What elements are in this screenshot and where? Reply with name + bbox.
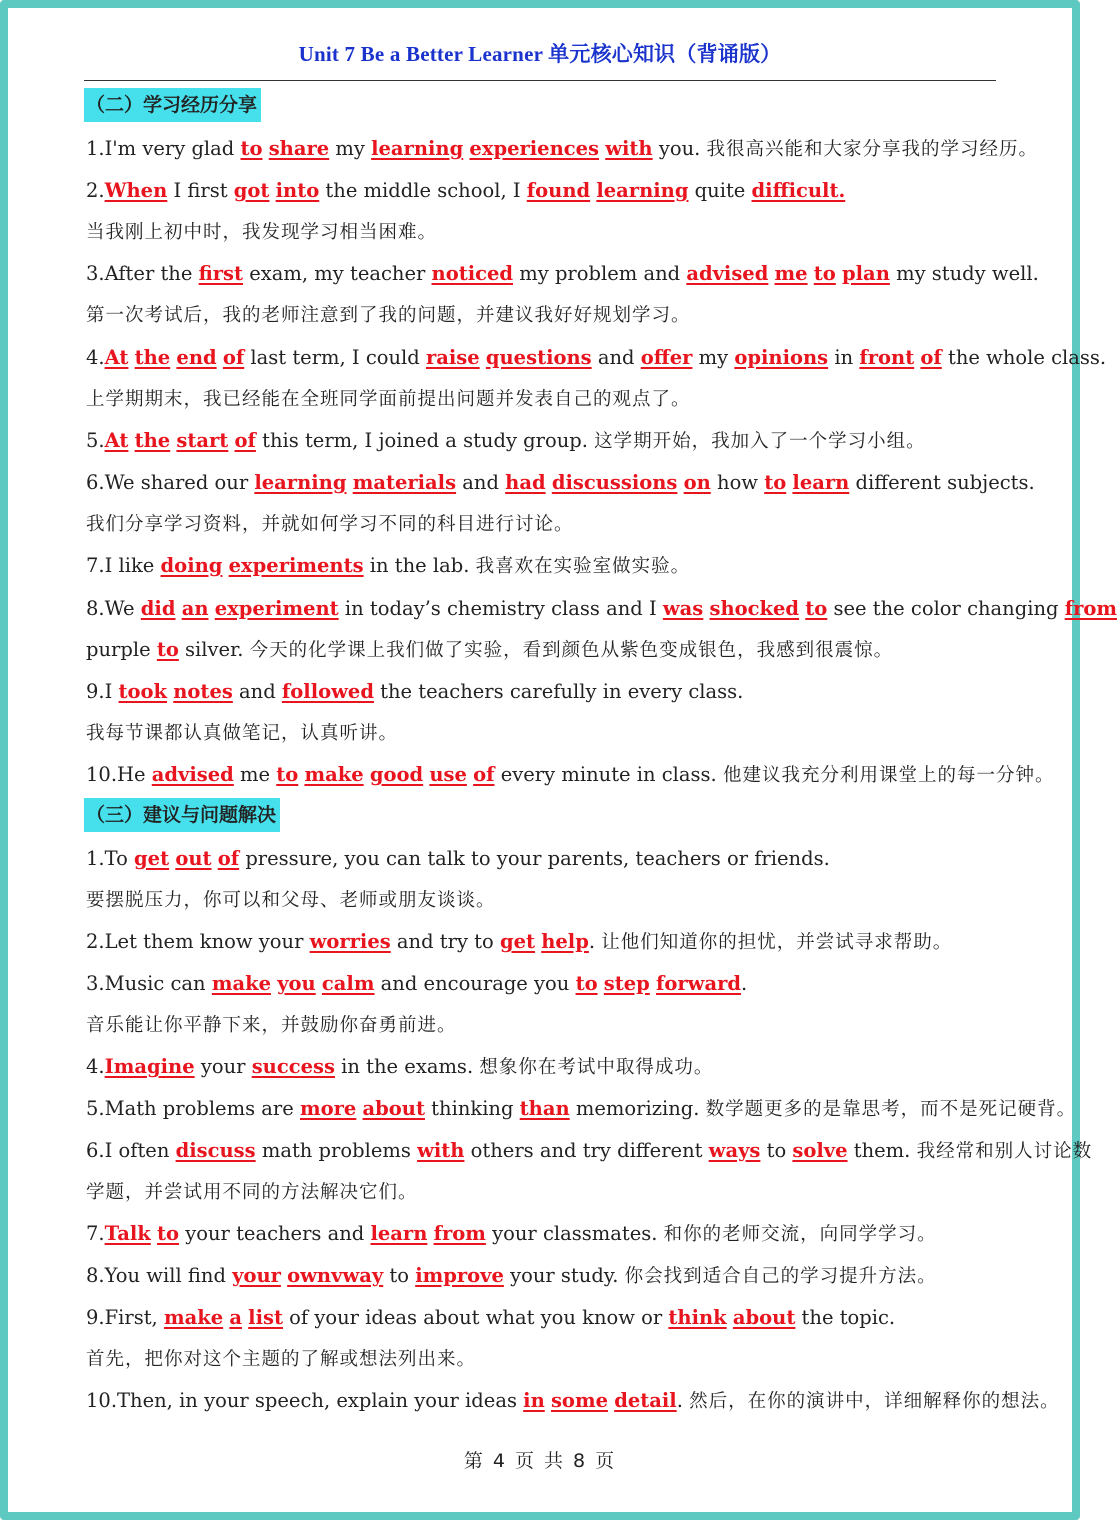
english-text: 6.I often xyxy=(86,1139,176,1162)
chinese-translation: 今天的化学课上我们做了实验，看到颜色从紫色变成银色，我感到很震惊。 xyxy=(249,640,894,661)
english-text: and encourage you xyxy=(374,972,576,995)
english-text: my study well. xyxy=(889,262,1039,285)
keyword: list xyxy=(248,1306,283,1329)
keyword: on xyxy=(683,471,711,494)
english-text: to xyxy=(383,1264,416,1287)
text-line xyxy=(86,846,830,872)
text-line xyxy=(86,596,1117,622)
text-line xyxy=(86,1388,1060,1415)
english-text: 1.I'm very glad xyxy=(86,137,241,160)
english-text: 9.First, xyxy=(86,1306,164,1329)
english-text: and xyxy=(591,346,641,369)
keyword: make xyxy=(211,972,271,995)
keyword: to xyxy=(813,262,836,285)
keyword: success xyxy=(251,1055,335,1078)
text-line xyxy=(86,386,691,413)
text-line xyxy=(86,1096,1076,1123)
keyword: ways xyxy=(708,1139,761,1162)
keyword: me xyxy=(774,262,808,285)
keyword: your xyxy=(232,1264,281,1287)
keyword: share xyxy=(268,137,330,160)
text-line xyxy=(86,1054,713,1081)
text-line xyxy=(86,1012,457,1039)
english-text: 3.Music can xyxy=(86,972,212,995)
english-text: 3.After the xyxy=(86,262,199,285)
text-line xyxy=(86,470,1035,496)
keyword: more xyxy=(299,1097,357,1120)
text-line xyxy=(86,720,398,747)
text-line xyxy=(86,679,743,705)
chinese-translation: 这学期开始，我加入了一个学习小组。 xyxy=(594,431,926,452)
keyword: detail xyxy=(614,1389,677,1412)
chinese-translation: 然后，在你的演讲中，详细解释你的想法。 xyxy=(689,1391,1060,1412)
keyword: think xyxy=(668,1306,727,1329)
chinese-translation: 我们分享学习资料，并就如何学习不同的科目进行讨论。 xyxy=(86,514,574,535)
keyword: get xyxy=(134,847,170,870)
keyword: an xyxy=(181,597,209,620)
english-text: in the exams. xyxy=(334,1055,480,1078)
keyword: out xyxy=(175,847,212,870)
english-text: the middle school, I xyxy=(319,179,527,202)
keyword: the xyxy=(134,346,171,369)
english-text: 10.He xyxy=(86,763,152,786)
text-line xyxy=(86,511,574,538)
text-line xyxy=(86,971,747,997)
keyword: front xyxy=(859,346,915,369)
text-line xyxy=(86,428,926,455)
text-line xyxy=(86,302,691,329)
keyword: with xyxy=(417,1139,465,1162)
english-text: thinking xyxy=(424,1097,520,1120)
english-text: your classmates. xyxy=(485,1222,664,1245)
keyword: make xyxy=(304,763,364,786)
chinese-translation: 数学题更多的是靠思考，而不是死记硬背。 xyxy=(705,1099,1077,1120)
english-text: purple xyxy=(86,638,157,661)
header-divider xyxy=(84,80,996,81)
keyword: to xyxy=(575,972,598,995)
text-line xyxy=(86,637,893,664)
english-text: . xyxy=(588,930,602,953)
keyword: to xyxy=(156,638,179,661)
english-text: your xyxy=(194,1055,252,1078)
keyword: first xyxy=(198,262,244,285)
keyword: end xyxy=(176,346,217,369)
english-text: them. xyxy=(847,1139,917,1162)
chinese-translation: 你会找到适合自己的学习提升方法。 xyxy=(624,1266,937,1287)
keyword: solve xyxy=(792,1139,848,1162)
text-line xyxy=(86,762,1054,789)
keyword: than xyxy=(519,1097,570,1120)
text-line xyxy=(86,887,496,914)
section-heading-experience: （二）学习经历分享 xyxy=(84,88,261,122)
english-text: of your ideas about what you know or xyxy=(282,1306,669,1329)
text-line xyxy=(86,178,845,204)
english-text: 5. xyxy=(86,429,105,452)
keyword: learning xyxy=(371,137,464,160)
keyword: step xyxy=(603,972,650,995)
chinese-translation: 上学期期末，我已经能在全班同学面前提出问题并发表自己的观点了。 xyxy=(86,389,691,410)
english-text: pressure, you can talk to your parents, teachers or friends. xyxy=(239,847,830,870)
english-text: math problems xyxy=(255,1139,418,1162)
section-heading-advice: （三）建议与问题解决 xyxy=(84,798,280,832)
keyword: you xyxy=(277,972,316,995)
keyword: plan xyxy=(842,262,890,285)
text-line xyxy=(86,553,690,580)
chinese-translation: 当我刚上初中时，我发现学习相当困难。 xyxy=(86,222,438,243)
keyword: advised xyxy=(686,262,769,285)
keyword: was xyxy=(662,597,704,620)
english-text: 7.I like xyxy=(86,554,161,577)
english-text: the topic. xyxy=(795,1306,896,1329)
keyword: advised xyxy=(151,763,234,786)
keyword: to xyxy=(805,597,828,620)
english-text: the whole class. xyxy=(941,346,1107,369)
keyword: notes xyxy=(173,680,233,703)
english-text: my xyxy=(329,137,372,160)
text-line xyxy=(86,1179,418,1206)
chinese-translation: 首先，把你对这个主题的了解或想法列出来。 xyxy=(86,1349,477,1370)
keyword: followed xyxy=(281,680,374,703)
keyword: about xyxy=(362,1097,425,1120)
keyword: learning xyxy=(596,179,689,202)
keyword: opinions xyxy=(734,346,829,369)
keyword: good xyxy=(369,763,424,786)
english-text: your teachers and xyxy=(179,1222,371,1245)
text-line xyxy=(86,1305,895,1331)
keyword: of xyxy=(473,763,495,786)
text-line xyxy=(86,219,437,246)
keyword: to xyxy=(157,1222,180,1245)
english-text: different subjects. xyxy=(849,471,1035,494)
english-text: . xyxy=(741,972,748,995)
keyword: did xyxy=(140,597,176,620)
page-number: 第 4 页 共 8 页 xyxy=(463,1450,617,1472)
chinese-translation: 我经常和别人讨论数 xyxy=(916,1141,1093,1162)
keyword: worries xyxy=(309,930,391,953)
chinese-translation: 让他们知道你的担忧，并尝试寻求帮助。 xyxy=(601,932,953,953)
chinese-translation: 我很高兴能和大家分享我的学习经历。 xyxy=(706,139,1039,160)
keyword: of xyxy=(920,346,942,369)
keyword: took xyxy=(118,680,168,703)
keyword: Imagine xyxy=(104,1055,195,1078)
english-text: 8.We xyxy=(86,597,141,620)
english-text: 2.Let them know your xyxy=(86,930,310,953)
chinese-translation: 想象你在考试中取得成功。 xyxy=(479,1057,714,1078)
chinese-translation: 我每节课都认真做笔记，认真听讲。 xyxy=(86,723,399,744)
keyword: experiment xyxy=(214,597,339,620)
english-text: and try to xyxy=(390,930,500,953)
english-text: me xyxy=(233,763,277,786)
keyword: about xyxy=(732,1306,796,1329)
keyword: discussions xyxy=(551,471,678,494)
text-line xyxy=(86,1221,937,1248)
keyword: with xyxy=(605,137,653,160)
text-line xyxy=(86,136,1038,163)
keyword: use xyxy=(429,763,467,786)
english-text: 4. xyxy=(86,346,105,369)
chinese-translation: 第一次考试后，我的老师注意到了我的问题，并建议我好好规划学习。 xyxy=(86,305,691,326)
english-text: others and try different xyxy=(464,1139,709,1162)
keyword: to xyxy=(764,471,787,494)
english-text: to xyxy=(760,1139,793,1162)
english-text: 5.Math problems are xyxy=(86,1097,300,1120)
keyword: of xyxy=(234,429,256,452)
keyword: make xyxy=(163,1306,224,1329)
keyword: had xyxy=(505,471,546,494)
text-line xyxy=(86,345,1106,371)
keyword: experiments xyxy=(228,554,364,577)
english-text: memorizing. xyxy=(569,1097,706,1120)
keyword: materials xyxy=(352,471,457,494)
english-text: exam, my teacher xyxy=(243,262,432,285)
chinese-translation: 要摆脱压力，你可以和父母、老师或朋友谈谈。 xyxy=(86,890,496,911)
english-text: and xyxy=(456,471,506,494)
keyword: got xyxy=(233,179,270,202)
text-line xyxy=(86,929,952,956)
header-title: Unit 7 Be a Better Learner 单元核心知识（背诵版） xyxy=(298,42,782,66)
keyword: difficult. xyxy=(751,179,846,202)
keyword: start xyxy=(176,429,229,452)
keyword: discuss xyxy=(175,1139,256,1162)
keyword: doing xyxy=(160,554,223,577)
english-text: 2. xyxy=(86,179,105,202)
keyword: noticed xyxy=(431,262,514,285)
english-text: see the color changing xyxy=(827,597,1065,620)
keyword: learning xyxy=(254,471,347,494)
text-line xyxy=(86,1138,1092,1165)
keyword: Talk xyxy=(104,1222,151,1245)
keyword: improve xyxy=(415,1264,504,1287)
english-text: last term, I could xyxy=(244,346,426,369)
keyword: forward xyxy=(656,972,742,995)
english-text: quite xyxy=(688,179,752,202)
english-text: your study. xyxy=(503,1264,625,1287)
english-text: how xyxy=(710,471,765,494)
chinese-translation: 音乐能让你平静下来，并鼓励你奋勇前进。 xyxy=(86,1015,457,1036)
english-text: 7. xyxy=(86,1222,105,1245)
english-text: you. xyxy=(652,137,707,160)
english-text: 10.Then, in your speech, explain your ideas xyxy=(86,1389,524,1412)
chinese-translation: 和你的老师交流，向同学学习。 xyxy=(663,1224,937,1245)
english-text: my xyxy=(692,346,735,369)
english-text: every minute in class. xyxy=(494,763,723,786)
keyword: learn xyxy=(792,471,850,494)
english-text: silver. xyxy=(178,638,250,661)
keyword: of xyxy=(217,847,240,870)
chinese-translation: 他建议我充分利用课堂上的每一分钟。 xyxy=(722,765,1055,786)
keyword: of xyxy=(222,346,245,369)
english-text: 9.I xyxy=(86,680,119,703)
keyword: a xyxy=(229,1306,242,1329)
english-text: and xyxy=(232,680,282,703)
english-text: 8.You will find xyxy=(86,1264,233,1287)
chinese-translation: 学题，并尝试用不同的方法解决它们。 xyxy=(86,1182,418,1203)
english-text: 1.To xyxy=(86,847,135,870)
keyword: questions xyxy=(485,346,592,369)
keyword: to xyxy=(276,763,299,786)
text-line xyxy=(86,261,1039,287)
english-text: in xyxy=(828,346,860,369)
english-text: 4. xyxy=(86,1055,105,1078)
keyword: raise xyxy=(425,346,480,369)
text-line xyxy=(86,1263,937,1290)
keyword: from xyxy=(1064,597,1117,620)
english-text: the teachers carefully in every class. xyxy=(373,680,744,703)
keyword: ownvway xyxy=(287,1264,384,1287)
keyword: in xyxy=(523,1389,545,1412)
keyword: help xyxy=(541,930,589,953)
english-text: . xyxy=(676,1389,690,1412)
keyword: shocked xyxy=(709,597,800,620)
keyword: offer xyxy=(640,346,693,369)
keyword: some xyxy=(550,1389,608,1412)
keyword: learn xyxy=(370,1222,428,1245)
keyword: At xyxy=(104,346,129,369)
keyword: When xyxy=(104,179,168,202)
chinese-translation: 我喜欢在实验室做实验。 xyxy=(475,556,691,577)
keyword: get xyxy=(499,930,536,953)
keyword: to xyxy=(240,137,263,160)
keyword: from xyxy=(433,1222,486,1245)
english-text: in today’s chemistry class and I xyxy=(338,597,663,620)
english-text: 6.We shared our xyxy=(86,471,255,494)
keyword: At xyxy=(104,429,129,452)
text-line xyxy=(86,1346,476,1373)
keyword: found xyxy=(526,179,591,202)
keyword: calm xyxy=(321,972,375,995)
english-text: this term, I joined a study group. xyxy=(255,429,595,452)
keyword: into xyxy=(275,179,320,202)
keyword: experiences xyxy=(469,137,600,160)
english-text: I first xyxy=(167,179,234,202)
english-text: my problem and xyxy=(513,262,687,285)
keyword: the xyxy=(134,429,171,452)
english-text: in the lab. xyxy=(363,554,476,577)
